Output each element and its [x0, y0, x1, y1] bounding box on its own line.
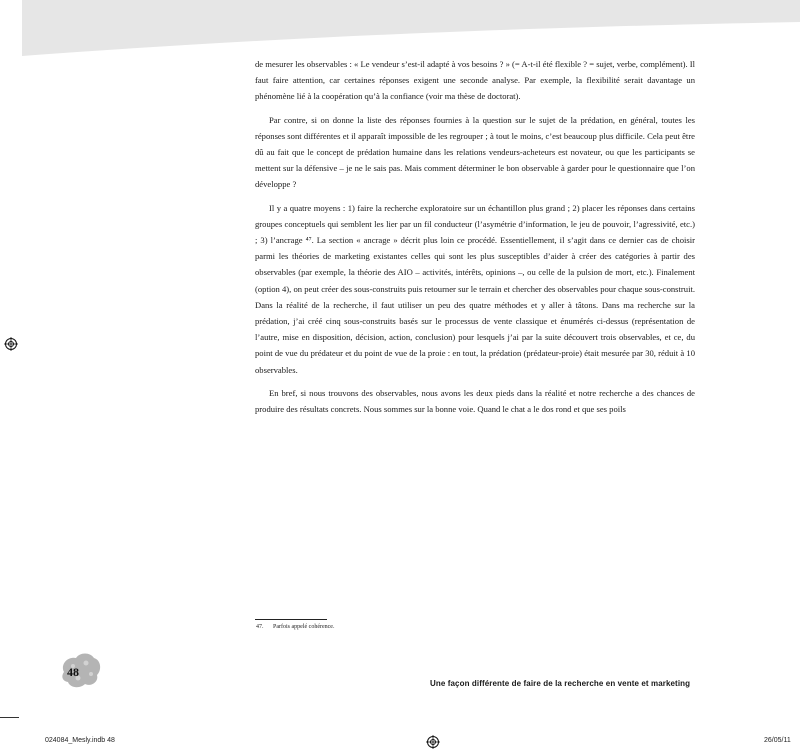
- running-title: Une façon différente de faire de la recherche en vente et marketing: [430, 679, 691, 688]
- print-slug-left: 024084_Mesly.indb 48: [45, 737, 115, 744]
- paragraph: Par contre, si on donne la liste des réponses fournies à la question sur le sujet de la prédation, en général, toutes les réponses sont différentes et il apparaît impossible de les regrouper ; à tout le moins, c’est beaucoup plus difficile. Cela peut être dû au fait que le concept de prédation humaine dans les relations vendeurs-acheteurs est novateur, ou que les participants se mettent sur la défensive – je ne le sais pas. Mais comment déterminer le bon observable à garder pour le questionnaire que l’on développe ?: [255, 114, 695, 190]
- paragraph: de mesurer les observables : « Le vendeur s’est-il adapté à vos besoins ? » (= A-t-il été flexible ? = sujet, verbe, complément). Il faut faire attention, car certaines réponses exigent une seconde analyse. Par exemple, la flexibilité serait davantage un phénomène lié à la coopération qu’à la confiance (voir ma thèse de doctorat).: [255, 59, 695, 102]
- page-number: 48: [67, 665, 79, 679]
- registration-mark-icon: [4, 337, 18, 351]
- paragraph: En bref, si nous trouvons des observables, nous avons les deux pieds dans la réalité et notre recherche a des chances de produire des résultats concrets. Nous sommes sur la bonne voie. Quand le chat a le dos rond et que ses poils: [255, 387, 695, 415]
- footnote-text: Parfois appelé cohérence.: [273, 624, 335, 630]
- print-slug-right: 26/05/11: [764, 737, 791, 744]
- footnote-number: 47.: [256, 624, 264, 630]
- footnote: [256, 624, 334, 630]
- registration-mark-icon: [426, 735, 440, 749]
- crop-mark: [0, 717, 19, 718]
- paragraph: Il y a quatre moyens : 1) faire la recherche exploratoire sur un échantillon plus grand ; 2) placer les réponses dans certains groupes conceptuels qui semblent les lier par un fil conducteur (l’asymétrie d’information, le jeu de pouvoir, l’agressivité, etc.) ; 3) l’ancrage ⁴⁷. La section « ancrage » décrit plus loin ce procédé. Essentiellement, il s’agit dans ce dernier cas de choisir parmi les théories de marketing existantes celles qui sont les plus susceptibles d’aider à créer des catégories à partir des observables (par exemple, la théorie des AIO – activités, intérêts, opinions –, ou celle de la pulsion de mort, etc.). Finalement (option 4), on peut créer des sous-construits puis retourner sur le terrain et chercher des observables pour chaque sous-construit. Dans la réalité de la recherche, il faut utiliser un peu des quatre méthodes et y aller à tâtons. Dans ma recherche sur la prédation, j’ai créé cinq sous-construits basés sur le processus de vente classique et énumérés ci-dessus (représentation de l’autre, mise en disposition, décision, action, conclusion) pour lesquels j’ai par la suite découvert trois observables, et ce, du point de vue du prédateur et du point de vue de la proie : en tout, la prédation (prédateur-proie) était mesurée par 30, réduit à 10 observables.: [255, 202, 695, 375]
- decorative-blob-icon: [58, 650, 102, 690]
- page-top-band: [0, 0, 800, 60]
- body-text: [255, 56, 695, 424]
- footnote-rule: [255, 619, 327, 620]
